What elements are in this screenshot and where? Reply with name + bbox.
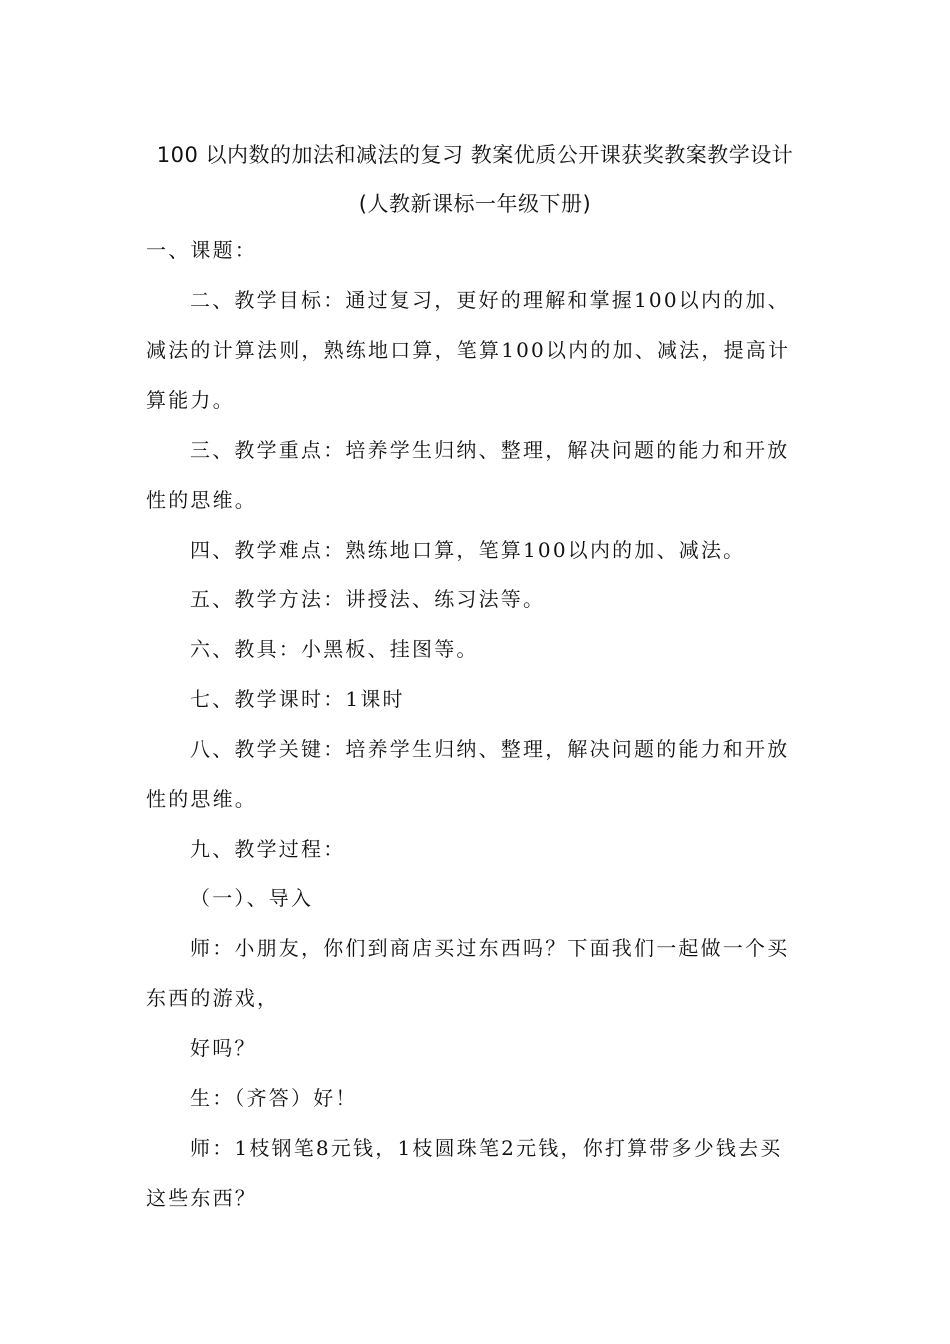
subsection-introduction: （一）、导入 — [190, 886, 314, 910]
section-teaching-aids: 六、教具：小黑板、挂图等。 — [190, 637, 479, 661]
section-difficulties: 四、教学难点：熟练地口算，笔算100以内的加、减法。 — [190, 538, 746, 562]
dialogue-teacher-2-line1: 师：1枝钢笔8元钱，1枝圆珠笔2元钱，你打算带多少钱去买 — [190, 1136, 783, 1160]
section-goals-line3: 算能力。 — [146, 388, 235, 412]
section-class-hours: 七、教学课时：1课时 — [190, 687, 405, 711]
section-key-line1: 八、教学关键：培养学生归纳、整理，解决问题的能力和开放 — [190, 737, 790, 761]
section-methods: 五、教学方法：讲授法、练习法等。 — [190, 587, 546, 611]
section-key-line2: 性的思维。 — [146, 787, 257, 811]
dialogue-teacher-2-line2: 这些东西？ — [146, 1186, 257, 1210]
section-process: 九、教学过程： — [190, 837, 346, 861]
document-title: 100 以内数的加法和减法的复习 教案优质公开课获奖教案教学设计 — [156, 143, 794, 167]
section-key-points-line2: 性的思维。 — [146, 488, 257, 512]
section-goals-line1: 二、教学目标：通过复习，更好的理解和掌握100以内的加、 — [190, 288, 790, 312]
section-topic: 一、课题： — [146, 238, 257, 262]
dialogue-teacher-1-line3: 好吗？ — [190, 1036, 257, 1060]
section-key-points-line1: 三、教学重点：培养学生归纳、整理，解决问题的能力和开放 — [190, 438, 790, 462]
section-goals-line2: 减法的计算法则，熟练地口算，笔算100以内的加、减法，提高计 — [146, 338, 791, 362]
dialogue-teacher-1-line2: 东西的游戏， — [146, 986, 280, 1010]
dialogue-teacher-1-line1: 师：小朋友，你们到商店买过东西吗？下面我们一起做一个买 — [190, 936, 790, 960]
dialogue-student-1: 生：（齐答）好！ — [190, 1086, 358, 1110]
document-subtitle: (人教新课标一年级下册) — [358, 192, 592, 216]
